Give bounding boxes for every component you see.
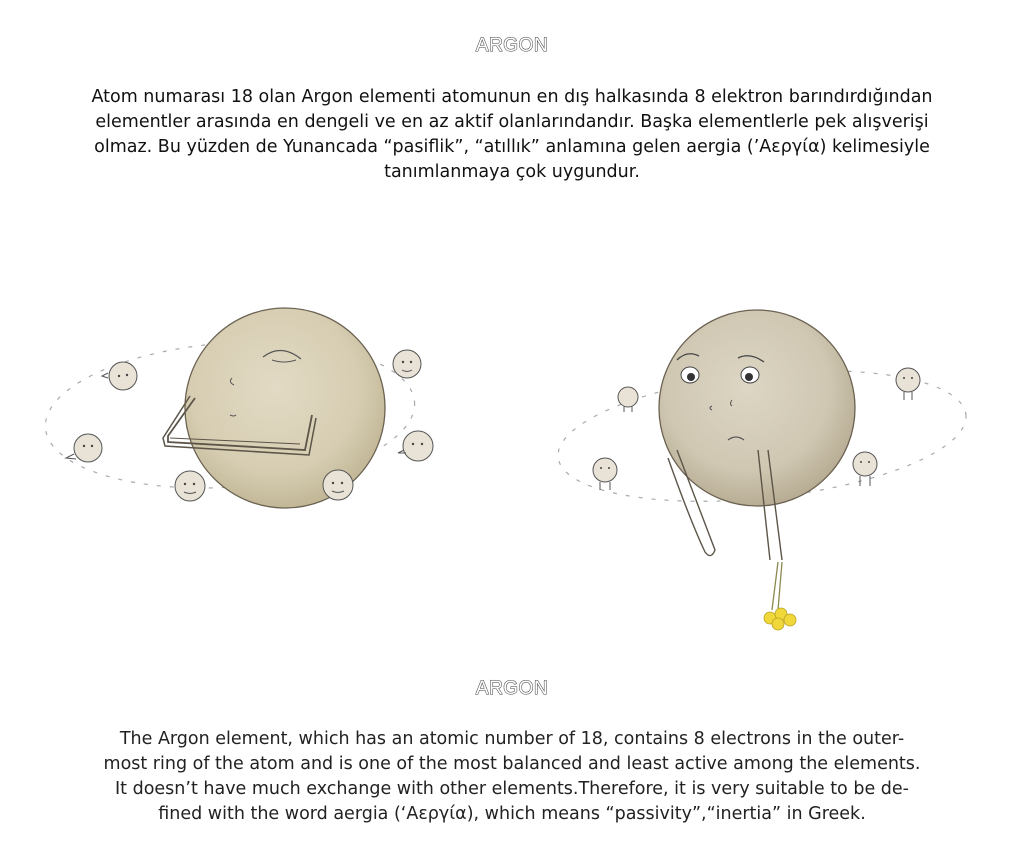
electron — [618, 387, 638, 412]
electron — [593, 458, 617, 490]
left-atom — [40, 308, 433, 508]
english-line: fined with the word aergia (‘Αεργία), which means “passivity”,“inertia” in Greek. — [158, 804, 866, 824]
electron — [398, 431, 433, 461]
right-atom — [552, 310, 973, 630]
english-line: The Argon element, which has an atomic number of 18, contains 8 electrons in the outer- — [119, 729, 905, 749]
english-title: ARGON — [475, 678, 549, 699]
turkish-line: olmaz. Bu yüzden de Yunancada “pasiflik”, “atıllık” anlamına gelen aergia (’Αεργία) kelimesiyle — [94, 137, 930, 157]
turkish-line: elementler arasında en dengeli ve en az aktif olanlarındandır. Başka elementlerle pek alışverişi — [95, 112, 929, 132]
turkish-line: tanımlanmaya çok uygundur. — [384, 162, 640, 182]
electron — [896, 368, 920, 400]
english-paragraph — [50, 727, 974, 827]
electron — [175, 471, 205, 501]
argon-illustration — [0, 200, 1024, 660]
electron — [323, 470, 353, 500]
electron — [66, 434, 102, 462]
turkish-title: ARGON — [475, 35, 549, 56]
english-line: It doesn’t have much exchange with other elements.Therefore, it is very suitable to be de- — [115, 779, 909, 799]
electron — [393, 350, 421, 378]
electron — [853, 452, 877, 486]
right-nucleus — [659, 310, 855, 506]
flower-icon — [764, 608, 796, 630]
turkish-paragraph — [50, 85, 974, 185]
turkish-line: Atom numarası 18 olan Argon elementi atomunun en dış halkasında 8 elektron barındırdığından — [91, 87, 933, 107]
electron — [102, 362, 137, 390]
left-nucleus — [185, 308, 385, 508]
english-line: most ring of the atom and is one of the most balanced and least active among the elements. — [103, 754, 921, 774]
